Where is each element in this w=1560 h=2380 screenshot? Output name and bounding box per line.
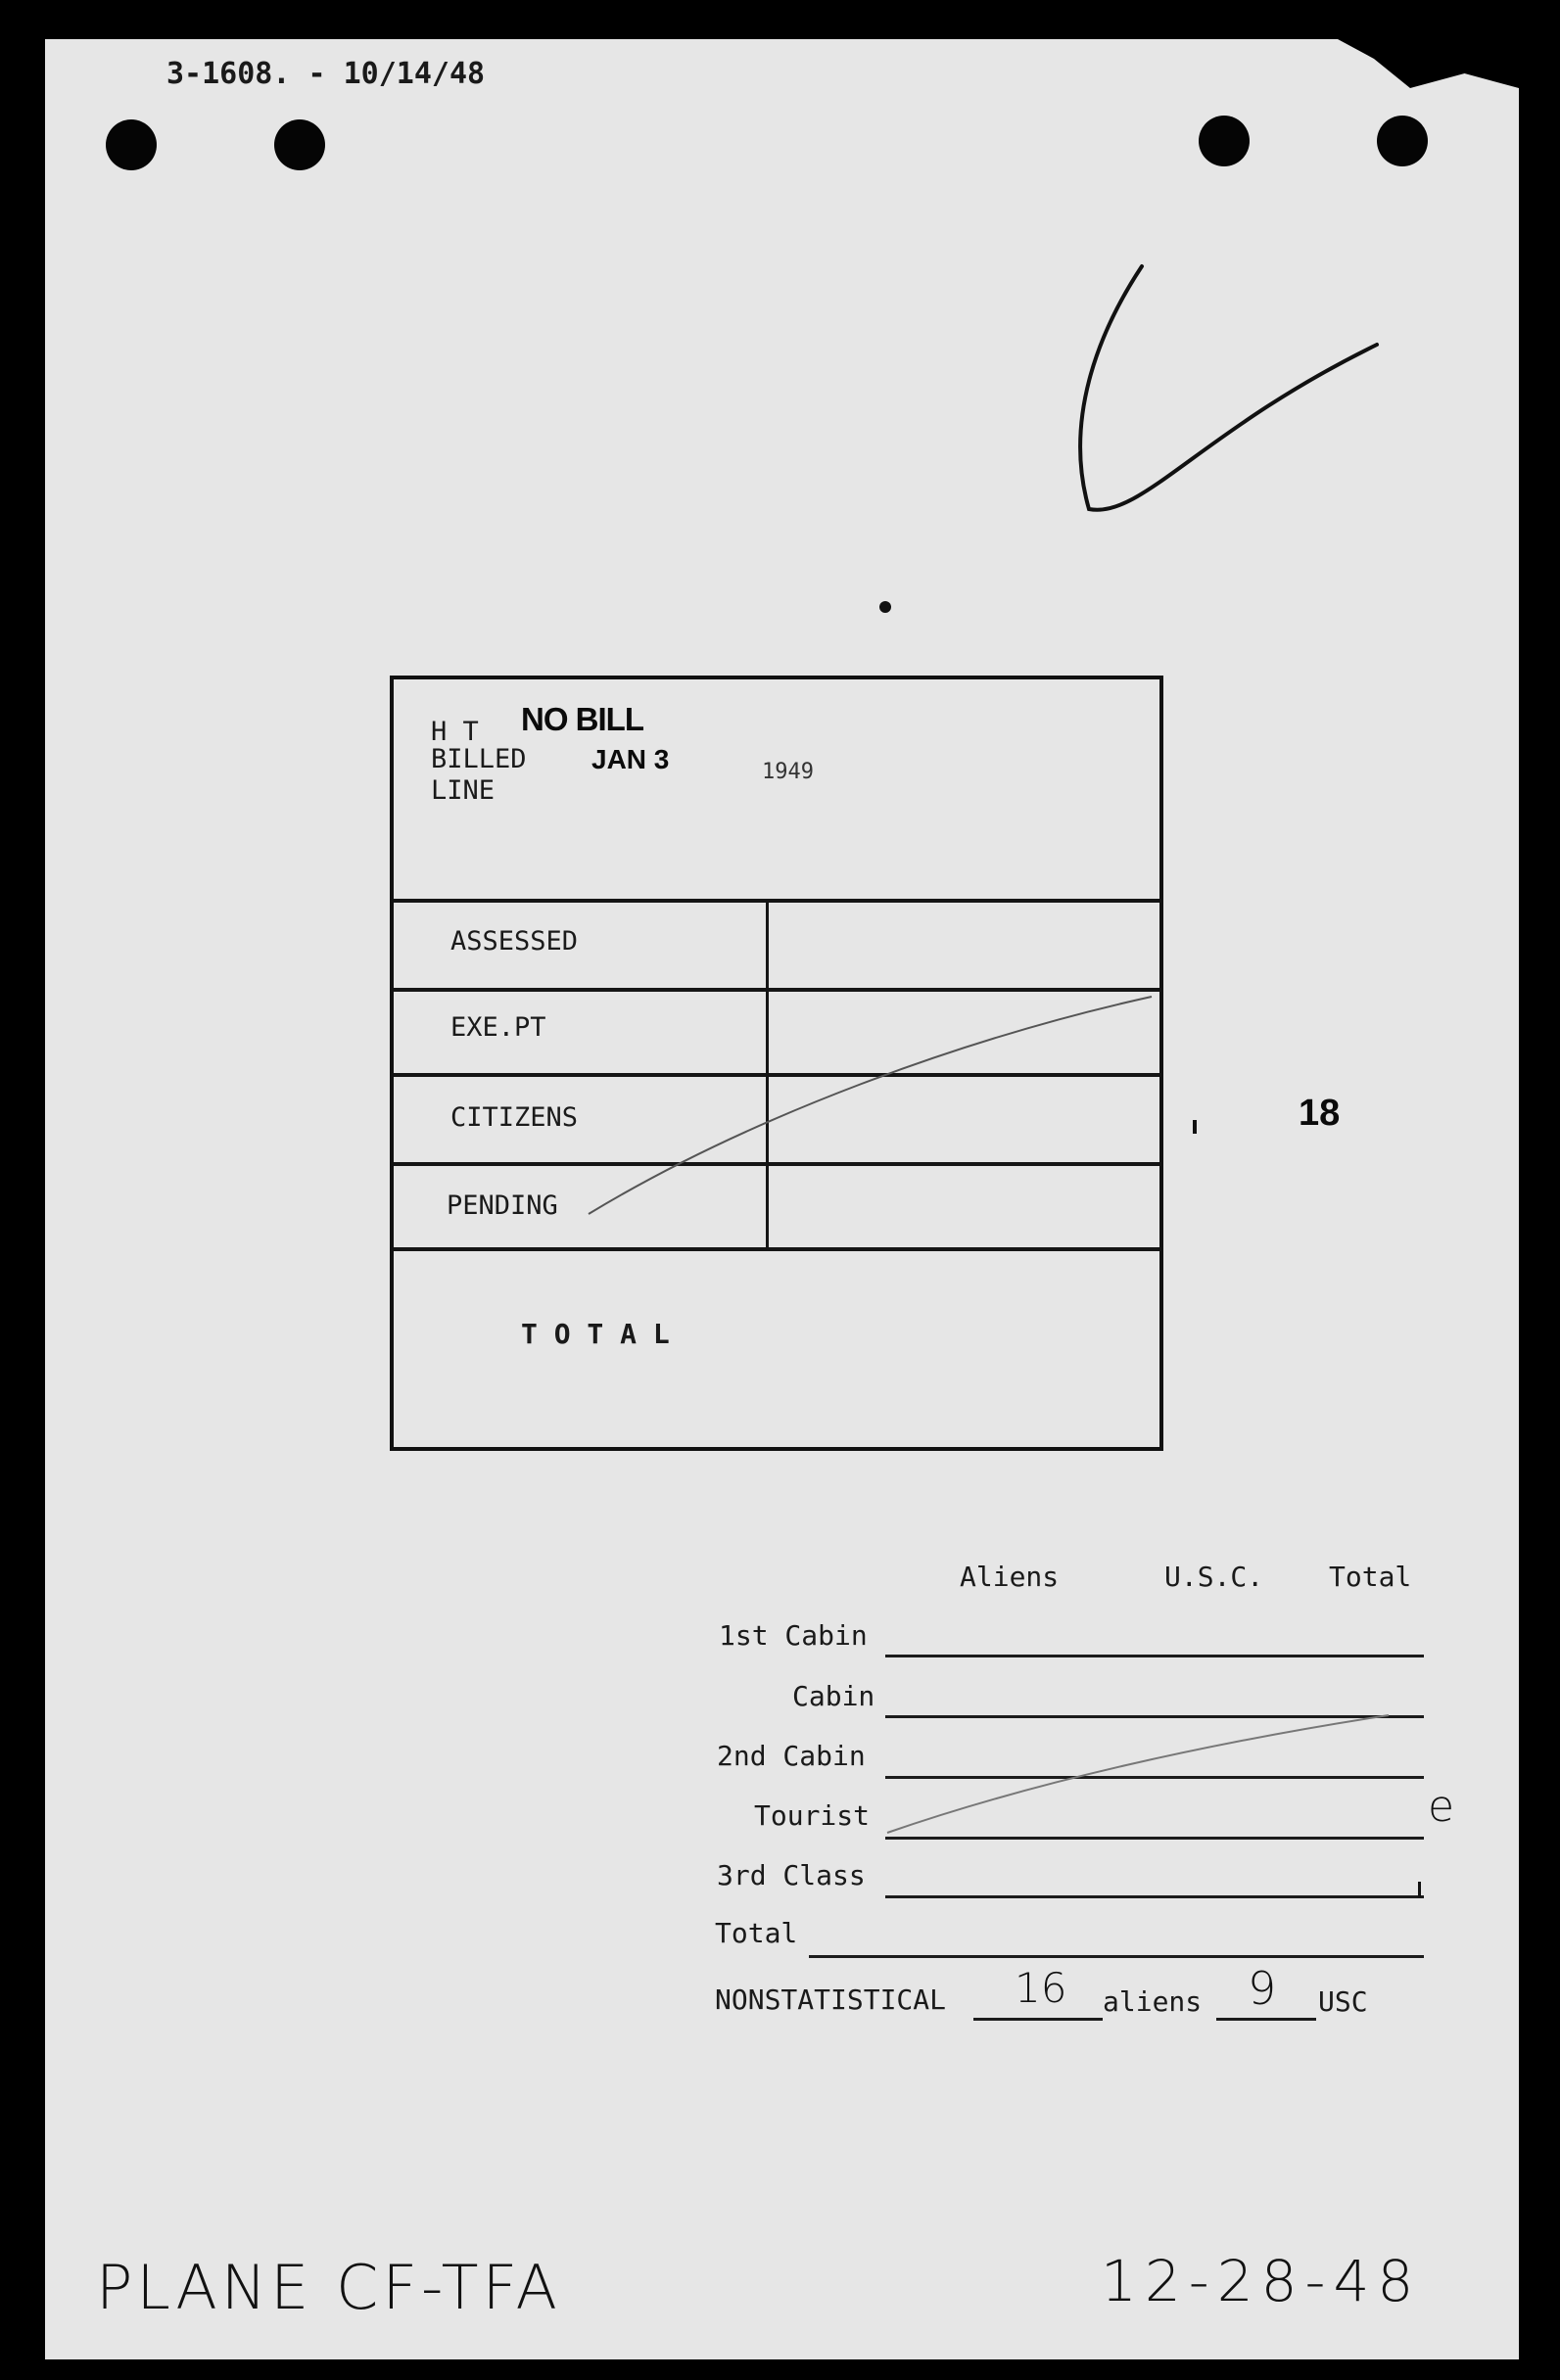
cancel-line	[589, 997, 1152, 1214]
stamp-date: JAN 3	[591, 744, 670, 774]
stamp-year: 1949	[762, 760, 814, 784]
nonstatistical-aliens-count: 16	[1015, 1964, 1067, 2012]
check-mark	[1080, 266, 1377, 510]
line-label: LINE	[431, 775, 496, 806]
document-page	[45, 39, 1519, 2359]
form-number: 3-1608. - 10/14/48	[166, 57, 486, 91]
table-row-label: 3rd Class	[717, 1859, 866, 1891]
row-label: ASSESSED	[450, 926, 579, 957]
column-header-aliens: Aliens	[960, 1561, 1060, 1593]
ht-label: H T	[431, 717, 479, 747]
billed-label: BILLED	[431, 744, 527, 774]
margin-count: 18	[1299, 1093, 1341, 1134]
handwritten-plane: PLANE CF-TFA	[96, 2252, 561, 2323]
aliens-label: aliens	[1103, 1985, 1203, 2018]
handwritten-date: 12-28-48	[1101, 2248, 1422, 2314]
table-row-label: 1st Cabin	[719, 1619, 868, 1652]
stamp-no-bill: NO BILL	[521, 701, 643, 737]
column-header-usc: U.S.C.	[1164, 1561, 1264, 1593]
row-label: PENDING	[447, 1190, 558, 1221]
handwritten-mark: e	[1428, 1782, 1455, 1832]
ink-dot	[879, 601, 891, 613]
cancel-line	[887, 1715, 1389, 1833]
table-row-label: 2nd Cabin	[717, 1740, 866, 1772]
nonstatistical-label: NONSTATISTICAL	[715, 1983, 947, 2016]
table-row-label: Tourist	[754, 1799, 871, 1832]
pen-strokes	[45, 39, 1519, 2359]
ink-tick	[1193, 1120, 1197, 1134]
row-label: EXE.PT	[450, 1012, 546, 1043]
table-row-label: Cabin	[792, 1680, 875, 1712]
row-label: CITIZENS	[450, 1102, 579, 1133]
nonstatistical-usc-count: 9	[1248, 1962, 1277, 2015]
column-header-total: Total	[1329, 1561, 1412, 1593]
usc-label: USC	[1318, 1985, 1368, 2018]
table-row-label: Total	[715, 1917, 798, 1949]
total-label: T O T A L	[521, 1318, 670, 1350]
ink-tick	[1418, 1882, 1421, 1897]
